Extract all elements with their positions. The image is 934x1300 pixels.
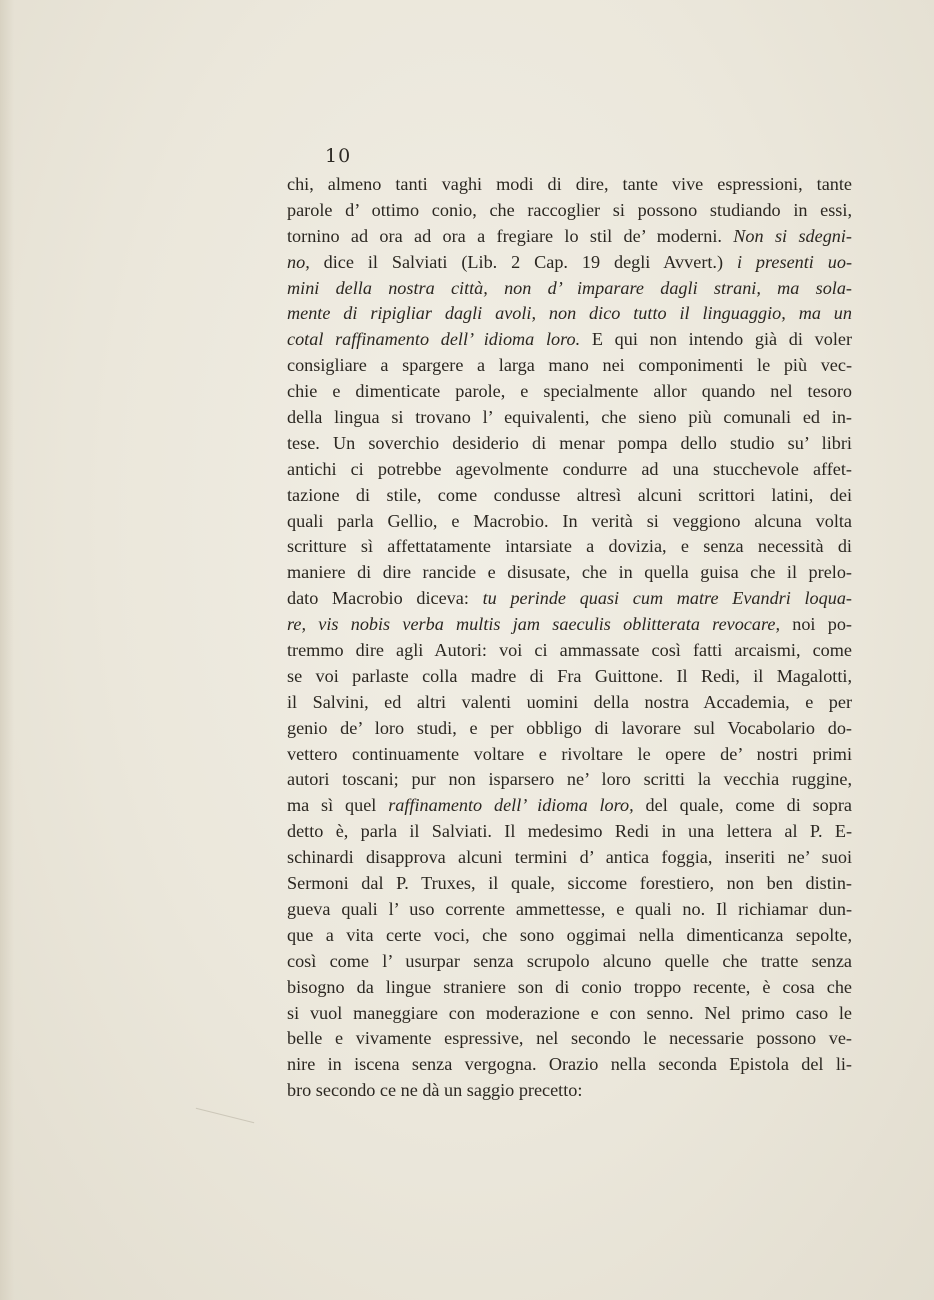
text-span: nire in iscena senza vergogna. Orazio nella seconda Epistola del li- — [287, 1054, 852, 1075]
text-line — [287, 845, 852, 871]
text-span: Sermoni dal P. Truxes, il quale, siccome forestiero, non ben distin- — [287, 873, 852, 894]
text-span: antichi ci potrebbe agevolmente condurre ad una stucchevole affet- — [287, 458, 852, 479]
text-line — [287, 431, 852, 457]
text-span: vettero continuamente voltare e rivoltare le opere de’ nostri primi — [287, 743, 852, 764]
text-line — [287, 457, 852, 483]
text-line — [287, 353, 852, 379]
text-span: il Salvini, ed altri valenti uomini della nostra Accademia, e per — [287, 691, 852, 712]
text-span: del quale, come di sopra — [633, 795, 852, 816]
text-span: chie e dimenticate parole, e specialmente allor quando nel tesoro — [287, 381, 852, 402]
italic-text: Non si sdegni- — [733, 225, 852, 246]
text-line — [287, 975, 852, 1001]
text-span: se voi parlaste colla madre di Fra Guittone. Il Redi, il Magalotti, — [287, 665, 852, 686]
text-span: genio de’ loro studi, e per obbligo di lavorare sul Vocabolario do- — [287, 717, 852, 738]
text-span: così come l’ usurpar senza scrupolo alcuno quelle che tratte senza — [287, 950, 852, 971]
text-span: noi po- — [780, 614, 852, 635]
text-span: detto è, parla il Salviati. Il medesimo Redi in una lettera al P. E- — [287, 821, 852, 842]
page-edge-shadow — [0, 0, 14, 1300]
text-span: tornino ad ora ad ora a fregiare lo stil de’ moderni. — [287, 225, 734, 246]
italic-text: mente di ripigliar dagli avoli, non dico tutto il linguaggio, ma un — [287, 303, 852, 324]
text-line — [287, 819, 852, 845]
text-line — [287, 690, 852, 716]
text-line — [287, 276, 852, 302]
italic-text: re, vis nobis verba multis jam saeculis oblitterata revocare, — [287, 614, 780, 635]
text-span: tazione di stile, come condusse altresì alcuni scrittori latini, dei — [287, 484, 852, 505]
text-span: gueva quali l’ uso corrente ammettesse, e quali no. Il richiamar dun- — [287, 898, 852, 919]
text-line — [287, 871, 852, 897]
italic-text: raffinamento dell’ idioma loro, — [388, 795, 634, 816]
text-span: ma sì quel — [287, 795, 389, 816]
text-line — [287, 560, 852, 586]
text-span: que a vita certe voci, che sono oggimai nella dimenticanza sepolte, — [287, 924, 852, 945]
text-line — [287, 301, 852, 327]
text-line — [287, 327, 852, 353]
italic-text: no, — [287, 251, 310, 272]
text-span: dice il Salviati (Lib. 2 Cap. 19 degli Avvert.) — [309, 251, 737, 272]
text-line — [287, 509, 852, 535]
italic-text: cotal raffinamento dell’ idioma loro. — [287, 329, 581, 350]
text-line — [287, 379, 852, 405]
text-line — [287, 172, 852, 198]
text-line — [287, 1026, 852, 1052]
text-span: parole d’ ottimo conio, che raccoglier si possono studiando in essi, — [287, 199, 852, 220]
text-line — [287, 1052, 852, 1078]
text-line — [287, 923, 852, 949]
text-span: bisogno da lingue straniere son di conio troppo recente, è cosa che — [287, 976, 852, 997]
text-line — [287, 742, 852, 768]
text-line — [287, 897, 852, 923]
text-span: della lingua si trovano l’ equivalenti, che sieno più comunali ed in- — [287, 407, 852, 428]
text-line — [287, 405, 852, 431]
text-line — [287, 793, 852, 819]
italic-text: mini della nostra città, non d’ imparare dagli strani, ma sola- — [287, 277, 852, 298]
text-line — [287, 534, 852, 560]
text-span: schinardi disapprova alcuni termini d’ antica foggia, inseriti ne’ suoi — [287, 847, 852, 868]
text-span: maniere di dire rancide e disusate, che in quella guisa che il prelo- — [287, 562, 852, 583]
text-span: tese. Un soverchio desiderio di menar pompa dello studio su’ libri — [287, 432, 852, 453]
text-span: autori toscani; pur non isparsero ne’ loro scritti la vecchia ruggine, — [287, 769, 852, 790]
text-line — [287, 198, 852, 224]
text-span: si vuol maneggiare con moderazione e con senno. Nel primo caso le — [287, 1002, 852, 1023]
italic-text: tu perinde quasi cum matre Evandri loqua- — [482, 588, 852, 609]
text-line — [287, 949, 852, 975]
text-line — [287, 664, 852, 690]
text-span: tremmo dire agli Autori: voi ci ammassate così fatti arcaismi, come — [287, 640, 852, 661]
body-text — [287, 172, 852, 1104]
text-line — [287, 716, 852, 742]
text-line — [287, 1078, 852, 1104]
text-line — [287, 1001, 852, 1027]
text-line — [287, 638, 852, 664]
text-line — [287, 250, 852, 276]
text-line — [287, 586, 852, 612]
text-span: bro secondo ce ne dà un saggio precetto: — [287, 1080, 583, 1101]
text-line — [287, 224, 852, 250]
text-span: E qui non intendo già di voler — [580, 329, 852, 350]
text-span: dato Macrobio diceva: — [287, 588, 483, 609]
text-line — [287, 767, 852, 793]
page-number: 10 — [325, 145, 352, 167]
italic-text: i presenti uo- — [736, 251, 852, 272]
text-span: chi, almeno tanti vaghi modi di dire, tante vive espressioni, tante — [287, 174, 852, 194]
text-span: consigliare a spargere a larga mano nei componimenti le più vec- — [287, 355, 852, 376]
text-span: belle e vivamente espressive, nel secondo le necessarie possono ve- — [287, 1028, 852, 1049]
text-line — [287, 612, 852, 638]
text-line — [287, 483, 852, 509]
paper-crease — [196, 1108, 254, 1123]
text-span: quali parla Gellio, e Macrobio. In verità si veggiono alcuna volta — [287, 510, 852, 531]
text-span: scritture sì affettatamente intarsiate a dovizia, e senza necessità di — [287, 536, 852, 557]
